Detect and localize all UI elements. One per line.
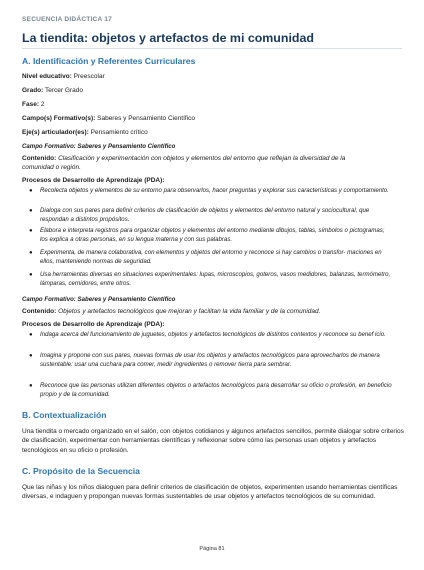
page-number: Página 81 bbox=[199, 546, 225, 552]
bullet-icon: ● bbox=[29, 272, 33, 278]
section-b-text: Una tiendita o mercado organizado en el salón, con objetos cotidianos y algunos artefactos sencillos, permite dialogar sobre criterios de clasificación, experimentar con herramientas científicas y reflexionar sobre cómo las personas usan objetos y artefactos tecnológicos en su oficio o profesión. bbox=[22, 428, 404, 454]
field-nivel: Nivel educativo: Preescolar bbox=[22, 73, 105, 80]
campo1-pda-item: ● Elabora e interpreta registros para organizar objetos y elementos del entorno mediante dibujos, tablas, símbolos o pictogramas; los explica a otras personas, en su lengua materna y con sus palabras. bbox=[29, 227, 385, 243]
bullet-icon: ● bbox=[29, 383, 33, 389]
section-c-text: Que las niñas y los niños dialoguen para definir criterios de clasificación de objetos, experimenten usando herramientas científicas diversas, e indaguen y propongan nuevas formas sustentables de usar objetos y artefactos tecnológicos de su comunidad. bbox=[22, 484, 398, 501]
field-fase: Fase: 2 bbox=[22, 101, 45, 108]
title-rule bbox=[22, 48, 402, 49]
section-b-heading: B. Contextualización bbox=[22, 410, 107, 420]
campo1-contenido-cont: comunidad o región. bbox=[22, 164, 81, 171]
bullet-icon: ● bbox=[29, 332, 33, 338]
section-a-heading: A. Identificación y Referentes Curriculares bbox=[22, 56, 196, 66]
field-eje: Eje(s) articulador(es): Pensamiento crítico bbox=[22, 129, 148, 136]
bullet-icon: ● bbox=[29, 353, 33, 359]
campo1-pda-item: ● Dialoga con sus pares para definir criterios de clasificación de objetos y elementos del entorno natural y sociocultural, que respondan a distintos propósitos. bbox=[29, 207, 370, 223]
campo1-pda-item: ● Usa herramientas diversas en situaciones experimentales: lupas, microscopios, goteros, vasos medidores, balanzas, termómetro, lámparas, cernidores, entre otros. bbox=[29, 271, 391, 287]
campo1-pda-item: ● Experimenta, de manera colaborativa, con elementos y objetos del entorno y reconoce si hay cambios o transfor- maciones en ellos, manteniendo normas de seguridad. bbox=[29, 249, 382, 265]
campo2-pda-item: ● Reconoce que las personas utilizan diferentes objetos o artefactos tecnológicos para desarrollar su oficio o profesión, en beneficio propio y de la comunidad. bbox=[29, 382, 392, 398]
bullet-icon: ● bbox=[29, 188, 33, 194]
field-campo: Campo(s) Formativo(s): Saberes y Pensamiento Científico bbox=[22, 115, 196, 122]
campo2-pda-label: Procesos de Desarrollo de Aprendizaje (PDA): bbox=[22, 321, 165, 328]
campo1-pda-item: ● Recolecta objetos y elementos de su entorno para observarlos, hacer preguntas y explorar sus características y comportamiento. bbox=[29, 187, 389, 194]
campo1-contenido: Contenido: Clasificación y experimentación con objetos y elementos del entorno que reflejan la diversidad de la bbox=[22, 155, 346, 162]
campo2-contenido: Contenido: Objetos y artefactos tecnológicos que mejoran y facilitan la vida familiar y de la comunidad. bbox=[22, 308, 321, 315]
bullet-icon: ● bbox=[29, 228, 33, 234]
page-title: La tiendita: objetos y artefactos de mi comunidad bbox=[22, 31, 314, 45]
campo2-pda-item: ● Indaga acerca del funcionamiento de juguetes, objetos y artefactos tecnológicos de distintos contextos y reconoce su benef icio. bbox=[29, 331, 386, 338]
campo2-heading: Campo Formativo: Saberes y Pensamiento Científico bbox=[22, 296, 176, 303]
series-label: SECUENCIA DIDÁCTICA 17 bbox=[22, 16, 113, 23]
campo1-heading: Campo Formativo: Saberes y Pensamiento Científico bbox=[22, 143, 176, 150]
section-c-heading: C. Propósito de la Secuencia bbox=[22, 466, 140, 476]
field-grado: Grado: Tercer Grado bbox=[22, 87, 83, 94]
bullet-icon: ● bbox=[29, 208, 33, 214]
campo2-pda-item: ● Imagina y propone con sus pares, nuevas formas de usar los objetos y artefactos tecnológicos para aprovecharlos de manera sustentable: usar una cuchara para comer, medir ingredientes o remover tierra para sembrar. bbox=[29, 352, 380, 368]
campo1-pda-label: Procesos de Desarrollo de Aprendizaje (PDA): bbox=[22, 177, 165, 184]
bullet-icon: ● bbox=[29, 250, 33, 256]
